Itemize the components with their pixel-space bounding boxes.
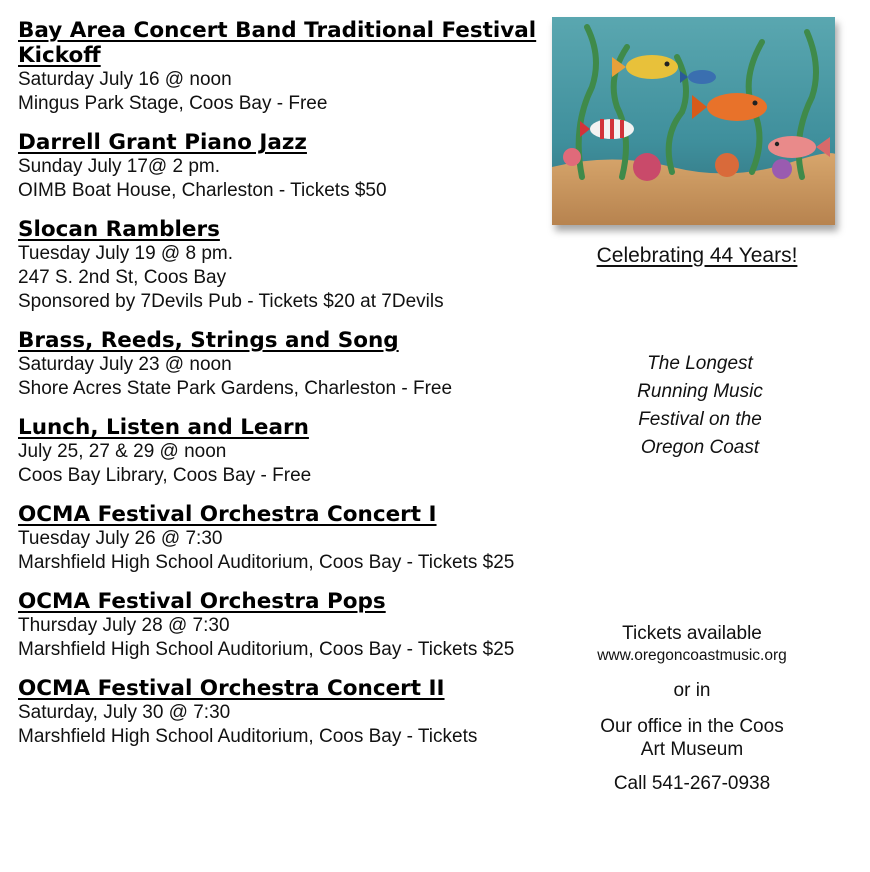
- event-item: [18, 217, 558, 314]
- website-link[interactable]: www.oregoncoastmusic.org: [597, 647, 787, 664]
- event-date: Thursday July 28 @ 7:30: [18, 615, 230, 636]
- event-item: [18, 502, 558, 575]
- tagline-line: The Longest: [647, 353, 753, 374]
- event-location: 247 S. 2nd St, Coos Bay: [18, 267, 227, 288]
- event-title: OCMA Festival Orchestra Pops: [18, 589, 386, 614]
- event-item: [18, 415, 558, 488]
- festival-tagline: [590, 350, 810, 462]
- or-in-text: or in: [673, 680, 711, 701]
- event-date: Tuesday July 26 @ 7:30: [18, 528, 223, 549]
- event-location: Marshfield High School Auditorium, Coos Bay - Tickets: [18, 726, 478, 747]
- event-date: Sunday July 17@ 2 pm.: [18, 156, 221, 177]
- event-date: Saturday, July 30 @ 7:30: [18, 702, 231, 723]
- anniversary-text: Celebrating 44 Years!: [596, 244, 798, 267]
- event-date: July 25, 27 & 29 @ noon: [18, 441, 227, 462]
- event-title: Lunch, Listen and Learn: [18, 415, 309, 440]
- event-item: [18, 130, 558, 203]
- event-location: Mingus Park Stage, Coos Bay - Free: [18, 93, 328, 114]
- event-date: Saturday July 23 @ noon: [18, 354, 232, 375]
- office-line: Art Museum: [640, 739, 744, 760]
- event-item: [18, 18, 558, 116]
- tagline-line: Running Music: [637, 381, 763, 402]
- event-title: Bay Area Concert Band Traditional Festival Kickoff: [18, 18, 537, 68]
- tagline-line: Oregon Coast: [640, 437, 760, 458]
- event-sponsor: Sponsored by 7Devils Pub - Tickets $20 at 7Devils: [18, 291, 444, 312]
- event-location: Shore Acres State Park Gardens, Charleston - Free: [18, 378, 453, 399]
- event-title: Slocan Ramblers: [18, 217, 220, 242]
- event-date: Saturday July 16 @ noon: [18, 69, 232, 90]
- event-location: Coos Bay Library, Coos Bay - Free: [18, 465, 312, 486]
- event-item: [18, 676, 558, 749]
- event-title: OCMA Festival Orchestra Concert I: [18, 502, 437, 527]
- event-location: Marshfield High School Auditorium, Coos Bay - Tickets $25: [18, 639, 515, 660]
- office-line: Our office in the Coos: [600, 716, 784, 737]
- event-title: OCMA Festival Orchestra Concert II: [18, 676, 445, 701]
- event-title: Brass, Reeds, Strings and Song: [18, 328, 399, 353]
- event-date: Tuesday July 19 @ 8 pm.: [18, 243, 234, 264]
- tickets-available-text: Tickets available: [622, 623, 762, 644]
- event-item: [18, 328, 558, 401]
- phone-number: Call 541-267-0938: [613, 773, 771, 794]
- event-location: Marshfield High School Auditorium, Coos Bay - Tickets $25: [18, 552, 515, 573]
- event-title: Darrell Grant Piano Jazz: [18, 130, 307, 155]
- tagline-line: Festival on the: [638, 409, 762, 430]
- fish-painting: [552, 17, 835, 225]
- office-location: [560, 715, 824, 761]
- event-list: [18, 18, 558, 763]
- ticket-info: [560, 622, 824, 795]
- fish-painting-illustration: [552, 17, 835, 225]
- event-item: [18, 589, 558, 662]
- event-location: OIMB Boat House, Charleston - Tickets $50: [18, 180, 387, 201]
